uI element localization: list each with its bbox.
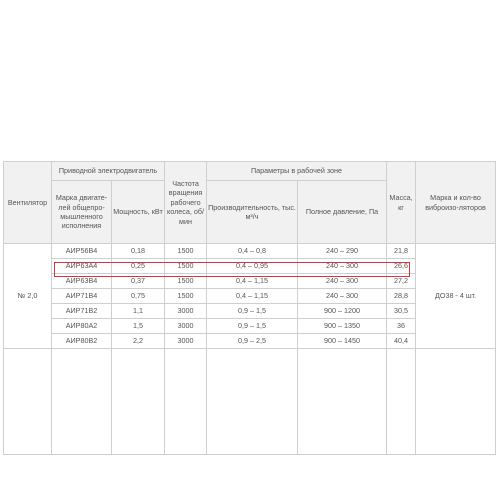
power-cell: 0,25 bbox=[112, 259, 165, 274]
frequency-cell: 1500 bbox=[165, 244, 207, 259]
frequency-cell: 3000 bbox=[165, 304, 207, 319]
empty-cell bbox=[112, 349, 165, 455]
fan-spec-table bbox=[3, 161, 496, 455]
frequency-cell: 3000 bbox=[165, 319, 207, 334]
motor-cell: АИР80А2 bbox=[52, 319, 112, 334]
motor-cell: АИР80В2 bbox=[52, 334, 112, 349]
col-header-mass: Масса, кг bbox=[387, 162, 416, 244]
motor-cell: АИР71В4 bbox=[52, 289, 112, 304]
col-header-productivity: Производительность, тыс. м³/ч bbox=[207, 181, 298, 244]
motor-cell: АИР63А4 bbox=[52, 259, 112, 274]
pressure-cell: 240 – 290 bbox=[298, 244, 387, 259]
mass-cell: 28,8 bbox=[387, 289, 416, 304]
pressure-cell: 240 – 300 bbox=[298, 274, 387, 289]
frequency-cell: 1500 bbox=[165, 274, 207, 289]
pressure-cell: 900 – 1200 bbox=[298, 304, 387, 319]
empty-cell bbox=[52, 349, 112, 455]
empty-cell bbox=[165, 349, 207, 455]
pressure-cell: 240 – 300 bbox=[298, 289, 387, 304]
pressure-cell: 900 – 1450 bbox=[298, 334, 387, 349]
frequency-cell: 3000 bbox=[165, 334, 207, 349]
col-header-motor-brand: Марка двигате-лей общепро-мышленного исполнения bbox=[52, 181, 112, 244]
power-cell: 0,75 bbox=[112, 289, 165, 304]
pressure-cell: 900 – 1350 bbox=[298, 319, 387, 334]
empty-cell bbox=[416, 349, 496, 455]
productivity-cell: 0,9 – 1,5 bbox=[207, 304, 298, 319]
motor-cell: АИР71В2 bbox=[52, 304, 112, 319]
power-cell: 1,5 bbox=[112, 319, 165, 334]
mass-cell: 27,2 bbox=[387, 274, 416, 289]
fan-spec-table-container bbox=[3, 161, 495, 455]
col-group-motor: Приводной электродвигатель bbox=[52, 162, 165, 181]
empty-cell bbox=[387, 349, 416, 455]
motor-cell: АИР56В4 bbox=[52, 244, 112, 259]
mass-cell: 36 bbox=[387, 319, 416, 334]
col-header-pressure: Полное давление, Па bbox=[298, 181, 387, 244]
empty-cell bbox=[207, 349, 298, 455]
col-header-frequency: Частота вращения рабочего колеса, об/мин bbox=[165, 162, 207, 244]
productivity-cell: 0,9 – 2,5 bbox=[207, 334, 298, 349]
frequency-cell: 1500 bbox=[165, 289, 207, 304]
header-row-1 bbox=[4, 162, 496, 181]
productivity-cell: 0,4 – 0,95 bbox=[207, 259, 298, 274]
productivity-cell: 0,4 – 0,8 bbox=[207, 244, 298, 259]
mass-cell: 40,4 bbox=[387, 334, 416, 349]
power-cell: 0,37 bbox=[112, 274, 165, 289]
power-cell: 0,18 bbox=[112, 244, 165, 259]
empty-cell bbox=[298, 349, 387, 455]
vibro-isolator-cell: ДО38 - 4 шт. bbox=[416, 244, 496, 349]
productivity-cell: 0,4 – 1,15 bbox=[207, 274, 298, 289]
productivity-cell: 0,4 – 1,15 bbox=[207, 289, 298, 304]
col-header-fan: Вентилятор bbox=[4, 162, 52, 244]
pressure-cell: 240 – 300 bbox=[298, 259, 387, 274]
col-group-params: Параметры в рабочей зоне bbox=[207, 162, 387, 181]
table-row bbox=[4, 244, 496, 259]
motor-cell: АИР63В4 bbox=[52, 274, 112, 289]
mass-cell: 30,5 bbox=[387, 304, 416, 319]
power-cell: 1,1 bbox=[112, 304, 165, 319]
productivity-cell: 0,9 – 1,5 bbox=[207, 319, 298, 334]
frequency-cell: 1500 bbox=[165, 259, 207, 274]
table-empty-row bbox=[4, 349, 496, 455]
mass-cell: 26,6 bbox=[387, 259, 416, 274]
col-header-power: Мощность, кВт bbox=[112, 181, 165, 244]
col-header-vibro: Марка и кол-во виброизо-ляторов bbox=[416, 162, 496, 244]
fan-number-cell: № 2,0 bbox=[4, 244, 52, 349]
empty-cell bbox=[4, 349, 52, 455]
mass-cell: 21,8 bbox=[387, 244, 416, 259]
power-cell: 2,2 bbox=[112, 334, 165, 349]
